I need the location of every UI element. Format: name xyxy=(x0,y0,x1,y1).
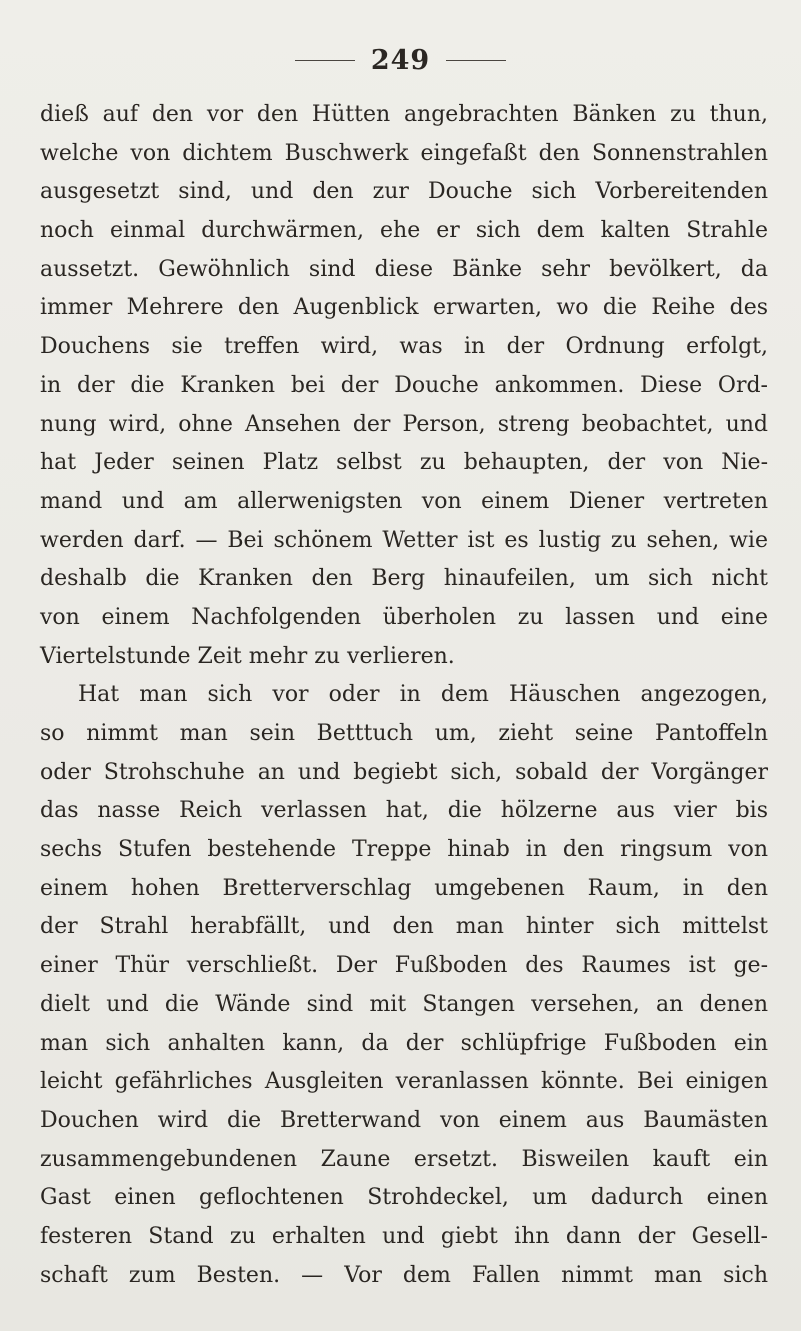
text-line: Douchen wird die Bretterwand von einem aus Baumästen xyxy=(40,1107,768,1133)
text-line: das nasse Reich verlassen hat, die hölzerne aus vier bis xyxy=(40,798,768,824)
text-line: so nimmt man sein Betttuch um, zieht seine Pantoffeln xyxy=(40,721,768,746)
text-line: der Strahl herabfällt, und den man hinter sich mittelst xyxy=(40,914,768,940)
text-line: immer Mehrere den Augenblick erwarten, wo die Reihe des xyxy=(40,295,768,321)
text-line: aussetzt. Gewöhnlich sind diese Bänke sehr bevölkert, da xyxy=(40,256,768,282)
text-line: dieß auf den vor den Hütten angebrachten Bänken zu thun, xyxy=(40,102,768,127)
text-line: ausgesetzt sind, und den zur Douche sich Vorbereitenden xyxy=(40,179,768,205)
text-line: von einem Nachfolgenden überholen zu lassen und eine xyxy=(40,604,768,630)
text-line: nung wird, ohne Ansehen der Person, streng beobachtet, und xyxy=(40,411,768,437)
body-text xyxy=(40,96,768,1295)
header-rule-left xyxy=(295,60,355,61)
header-rule-right xyxy=(446,60,506,61)
text-line: welche von dichtem Buschwerk eingefaßt den Sonnenstrahlen xyxy=(40,140,768,166)
text-line: Douchens sie treffen wird, was in der Ordnung erfolgt, xyxy=(40,334,768,360)
text-line: sechs Stufen bestehende Treppe hinab in den ringsum von xyxy=(40,837,768,863)
text-line: leicht gefährliches Ausgleiten veranlassen könnte. Bei einigen xyxy=(40,1069,768,1095)
text-line: Viertelstunde Zeit mehr zu verlieren. xyxy=(40,643,455,669)
text-line: noch einmal durchwärmen, ehe er sich dem kalten Strahle xyxy=(40,218,768,244)
text-line: werden darf. — Bei schönem Wetter ist es lustig zu sehen, wie xyxy=(40,527,768,553)
text-line: hat Jeder seinen Platz selbst zu behaupten, der von Nie- xyxy=(40,450,768,476)
text-line: deshalb die Kranken den Berg hinaufeilen, um sich nicht xyxy=(40,566,768,592)
paragraph-start-line: Hat man sich vor oder in dem Häuschen angezogen, xyxy=(78,682,768,708)
text-line: einer Thür verschließt. Der Fußboden des Raumes ist ge- xyxy=(40,953,768,979)
text-line: schaft zum Besten. — Vor dem Fallen nimmt man sich xyxy=(40,1262,768,1288)
text-line: mand und am allerwenigsten von einem Diener vertreten xyxy=(40,488,768,514)
text-line: festeren Stand zu erhalten und giebt ihn dann der Gesell- xyxy=(40,1223,768,1249)
page-header xyxy=(0,40,801,80)
text-line: zusammengebundenen Zaune ersetzt. Bisweilen kauft ein xyxy=(40,1146,768,1172)
text-line: in der die Kranken bei der Douche ankommen. Diese Ord- xyxy=(40,372,768,398)
text-line: einem hohen Bretterverschlag umgebenen Raum, in den xyxy=(40,875,768,901)
text-line: oder Strohschuhe an und begiebt sich, sobald der Vorgänger xyxy=(40,759,768,785)
text-line: man sich anhalten kann, da der schlüpfrige Fußboden ein xyxy=(40,1030,768,1056)
page-number: 249 xyxy=(370,44,431,76)
text-line: dielt und die Wände sind mit Stangen versehen, an denen xyxy=(40,991,768,1017)
text-line: Gast einen geflochtenen Strohdeckel, um dadurch einen xyxy=(40,1185,768,1211)
